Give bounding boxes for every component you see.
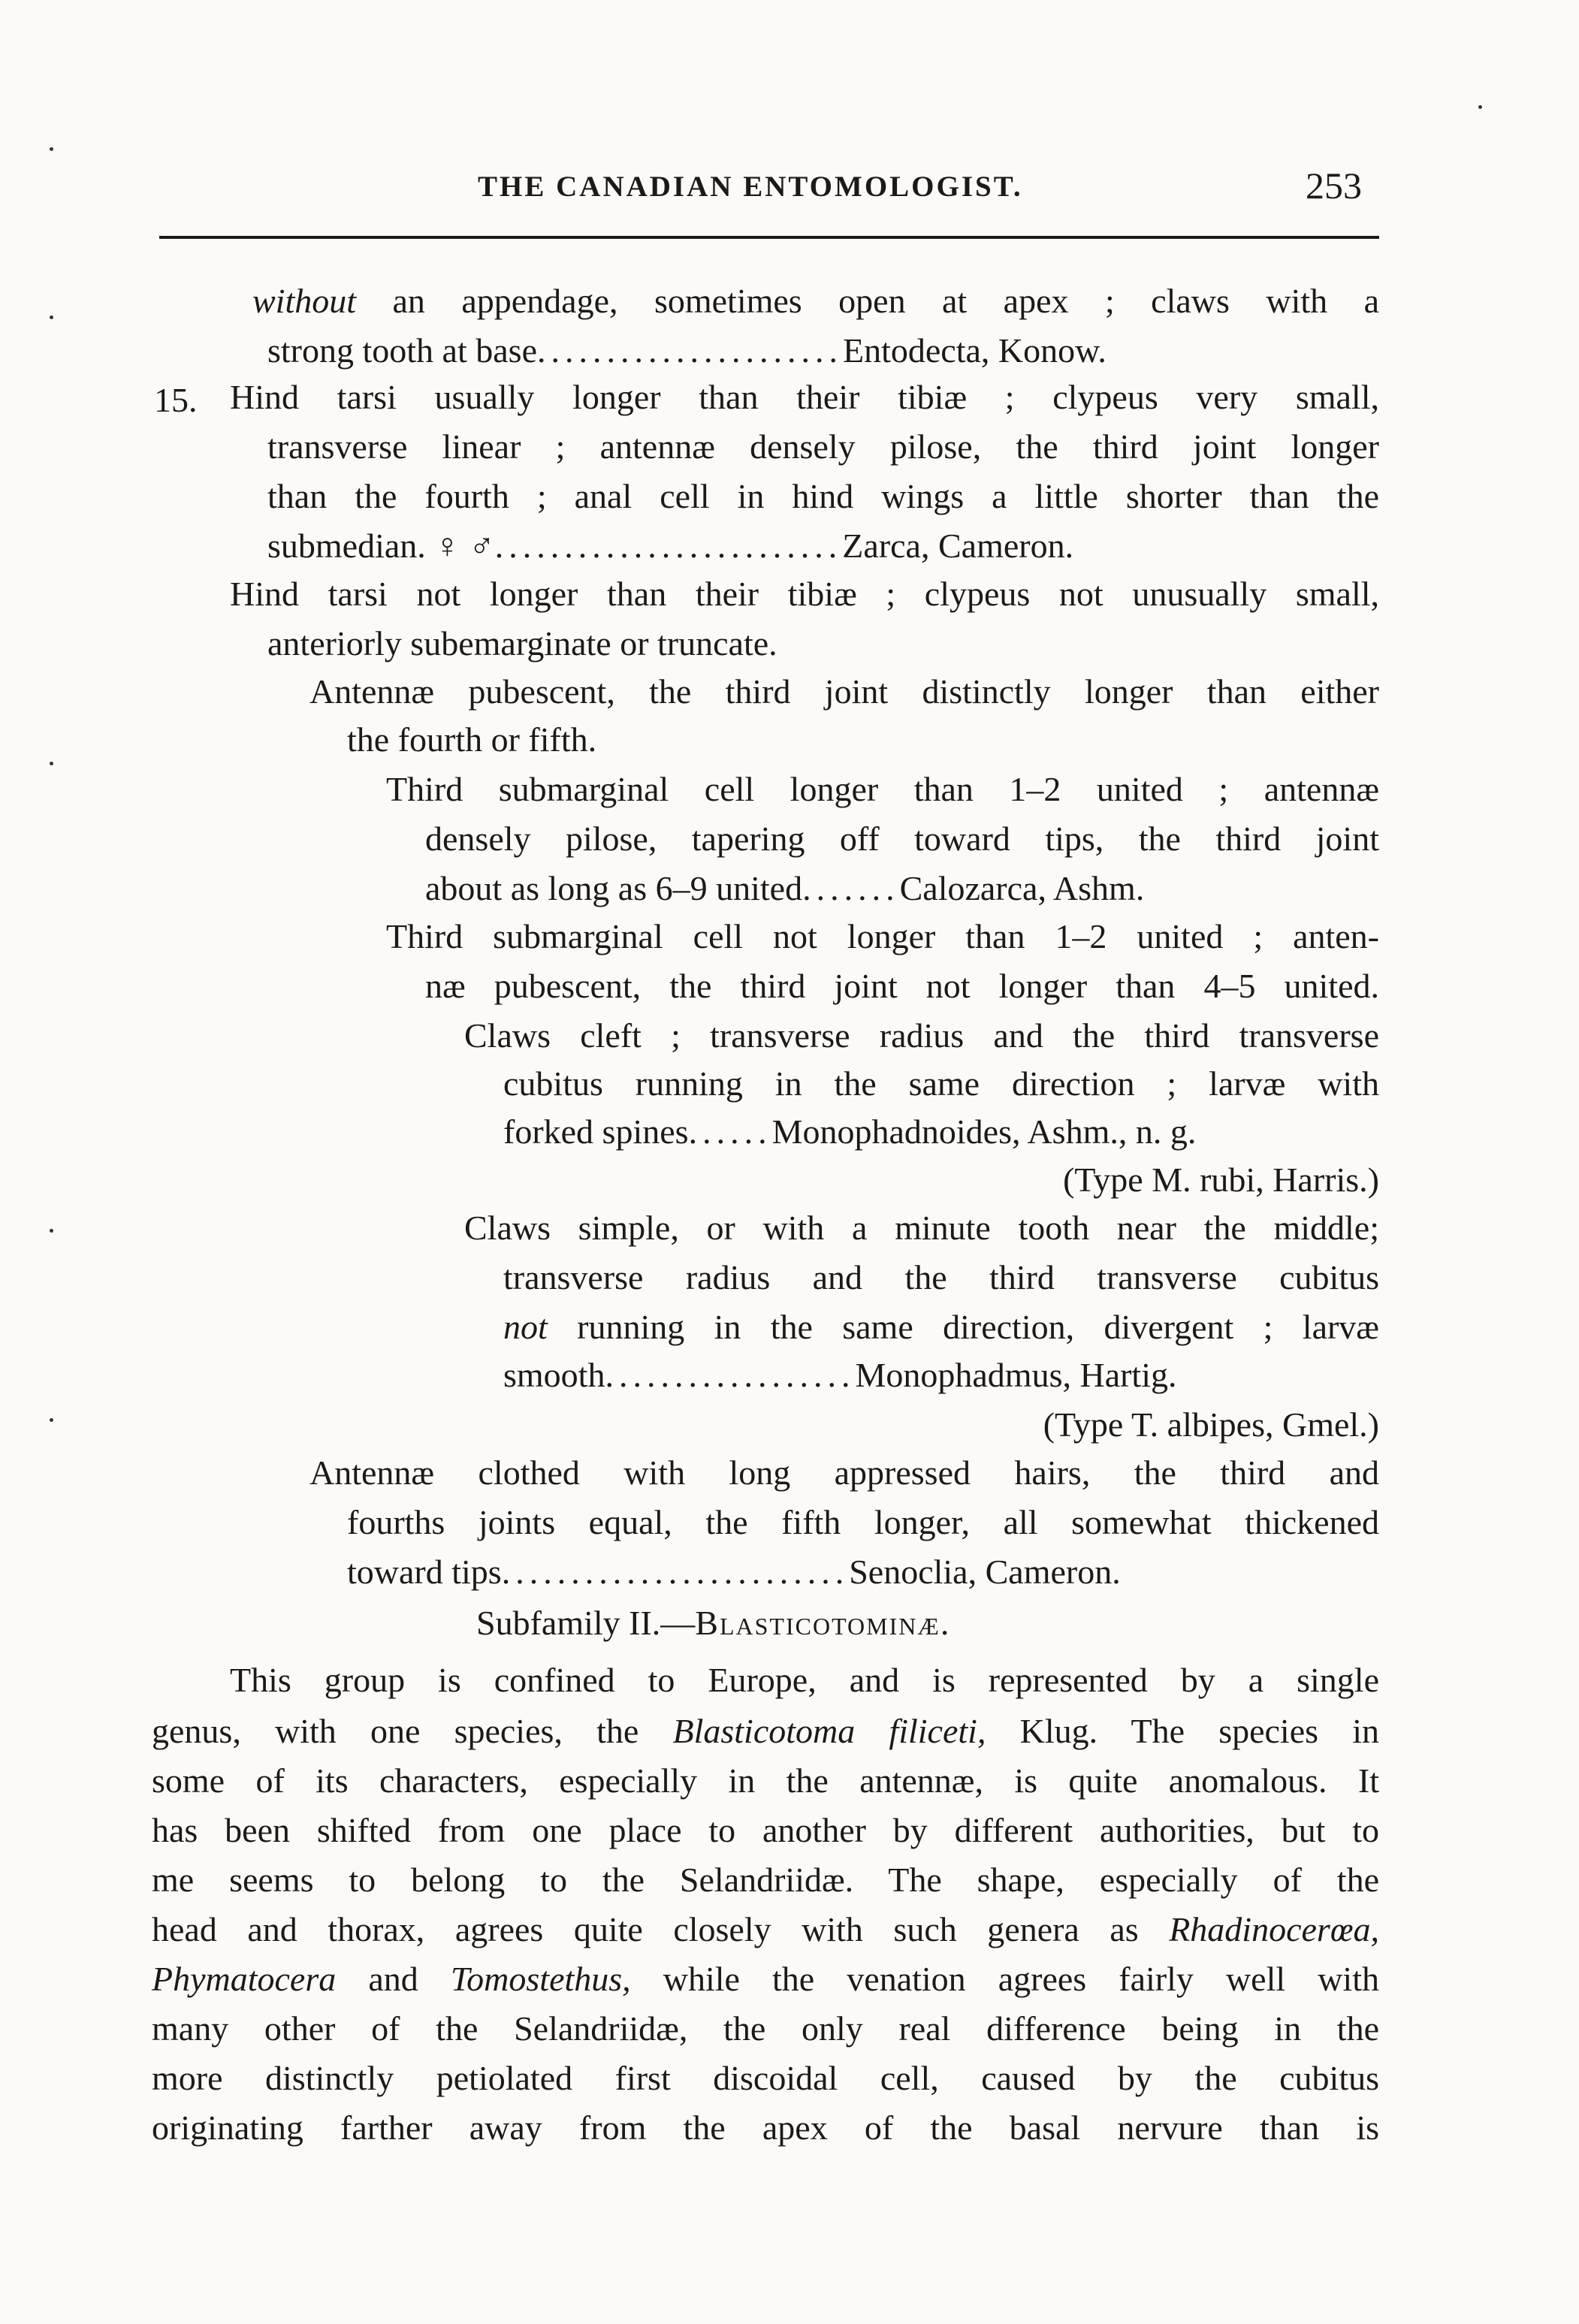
key-line: Antennæ clothed with long appressed hairs, the third and [309,1453,1379,1492]
key-line: transverse linear ; antennæ densely pilose, the third joint longer [267,427,1379,466]
leader-dots: ....... [802,869,900,907]
key-line: transverse radius and the third transverse cubitus [503,1258,1379,1296]
emphasis: not [503,1308,548,1346]
key-line [267,331,1379,370]
leader-dots: ......................... [494,527,843,565]
paragraph-line [152,1962,1379,1997]
text: about as long as 6–9 united [425,869,803,907]
key-line [267,529,1379,563]
taxon: Zarca, Cameron. [842,527,1074,565]
text: head and thorax, agrees quite closely with such genera as [152,1910,1170,1948]
text: smooth [503,1356,605,1394]
scan-speck [50,1229,53,1233]
scan-speck [1478,105,1482,109]
scan-speck [50,762,53,765]
key-line [347,1555,1379,1589]
running-head: THE CANADIAN ENTOMOLOGIST. [478,171,1023,203]
text: an appendage, sometimes open at apex ; claws with a [356,282,1379,320]
genus-name: Rhadinocerœa, [1169,1910,1379,1948]
subfamily-prefix: Subfamily II.— [476,1604,696,1642]
emphasis: without [252,282,357,320]
text: while the venation agrees fairly well with [630,1960,1379,1998]
scan-speck [50,147,53,151]
key-line: Claws simple, or with a minute tooth near the middle; [464,1209,1379,1247]
text: genus, with one species, the [152,1712,673,1750]
text: toward tips [347,1553,502,1591]
text: forked spines [503,1112,689,1151]
paragraph-line: This group is confined to Europe, and is represented by a single [230,1661,1379,1699]
scan-speck [50,1418,53,1422]
type-note: (Type M. rubi, Harris.) [1063,1160,1379,1199]
key-line [503,1358,1379,1393]
header-rule [159,236,1379,239]
key-line: fourths joints equal, the fifth longer, all somewhat thickened [347,1503,1379,1541]
key-line: Hind tarsi not longer than their tibiæ ; clypeus not unusually small, [230,575,1379,613]
key-line: cubitus running in the same direction ; larvæ with [503,1064,1379,1103]
subfamily-heading [476,1606,950,1640]
paragraph-line: some of its characters, especially in the antennæ, is quite anomalous. It [152,1761,1379,1800]
key-line: Third submarginal cell longer than 1–2 united ; antennæ [386,770,1379,808]
taxon: Calozarca, Ashm. [899,869,1145,907]
page-number: 253 [1306,164,1362,207]
paragraph-line: more distinctly petiolated first discoidal cell, caused by the cubitus [152,2059,1379,2097]
taxon: Monophadnoides, Ashm., n. g. [771,1112,1197,1151]
text: strong tooth at base [267,331,537,370]
key-line: Antennæ pubescent, the third joint distinctly longer than either [309,672,1379,711]
paragraph-line: me seems to belong to the Selandriidæ. The shape, especially of the [152,1861,1379,1899]
taxon: Monophadmus, Hartig. [855,1356,1177,1394]
paragraph-line: originating farther away from the apex of the basal nervure than is [152,2108,1379,2147]
paragraph-line [152,1912,1379,1947]
key-line [252,284,1379,318]
key-line [503,1310,1379,1345]
leader-dots: ...................... [537,331,843,370]
key-line [503,1112,1379,1151]
text: Klug. The species in [986,1712,1379,1750]
taxon: Entodecta, Konow. [843,331,1107,370]
type-note: (Type T. albipes, Gmel.) [1043,1405,1379,1444]
leader-dots: .................. [605,1356,856,1394]
paragraph-line: has been shifted from one place to another by different authorities, but to [152,1811,1379,1849]
taxon: Senoclia, Cameron. [849,1553,1121,1591]
text: running in the same direction, divergent ; larvæ [547,1308,1379,1346]
text: submedian. ♀ ♂ [267,527,495,565]
key-line: densely pilose, tapering off toward tips, the third joint [425,819,1379,858]
key-line: næ pubescent, the third joint not longer than 4–5 united. [425,967,1379,1005]
paragraph-line [152,1714,1379,1749]
leader-dots: ......................... [501,1553,850,1591]
paragraph-line: many other of the Selandriidæ, the only real difference being in the [152,2009,1379,2048]
leader-dots: ...... [688,1112,772,1151]
key-line: than the fourth ; anal cell in hind wings a little shorter than the [267,477,1379,515]
scan-speck [50,315,53,319]
couplet-number: 15. [154,381,198,419]
key-line: anteriorly subemarginate or truncate. [267,624,777,662]
key-line [425,871,1379,906]
genus-name: Phymatocera [152,1960,337,1998]
genus-name: Tomostethus, [450,1960,631,1998]
key-line: the fourth or fifth. [347,720,597,759]
species-name: Blasticotoma filiceti, [672,1712,986,1750]
text: and [336,1960,451,1998]
key-line: Claws cleft ; transverse radius and the third transverse [464,1016,1379,1055]
key-line: Hind tarsi usually longer than their tibiæ ; clypeus very small, [230,378,1379,416]
key-line: Third submarginal cell not longer than 1–2 united ; anten- [386,917,1379,955]
subfamily-name: Blasticotominæ. [695,1604,951,1642]
